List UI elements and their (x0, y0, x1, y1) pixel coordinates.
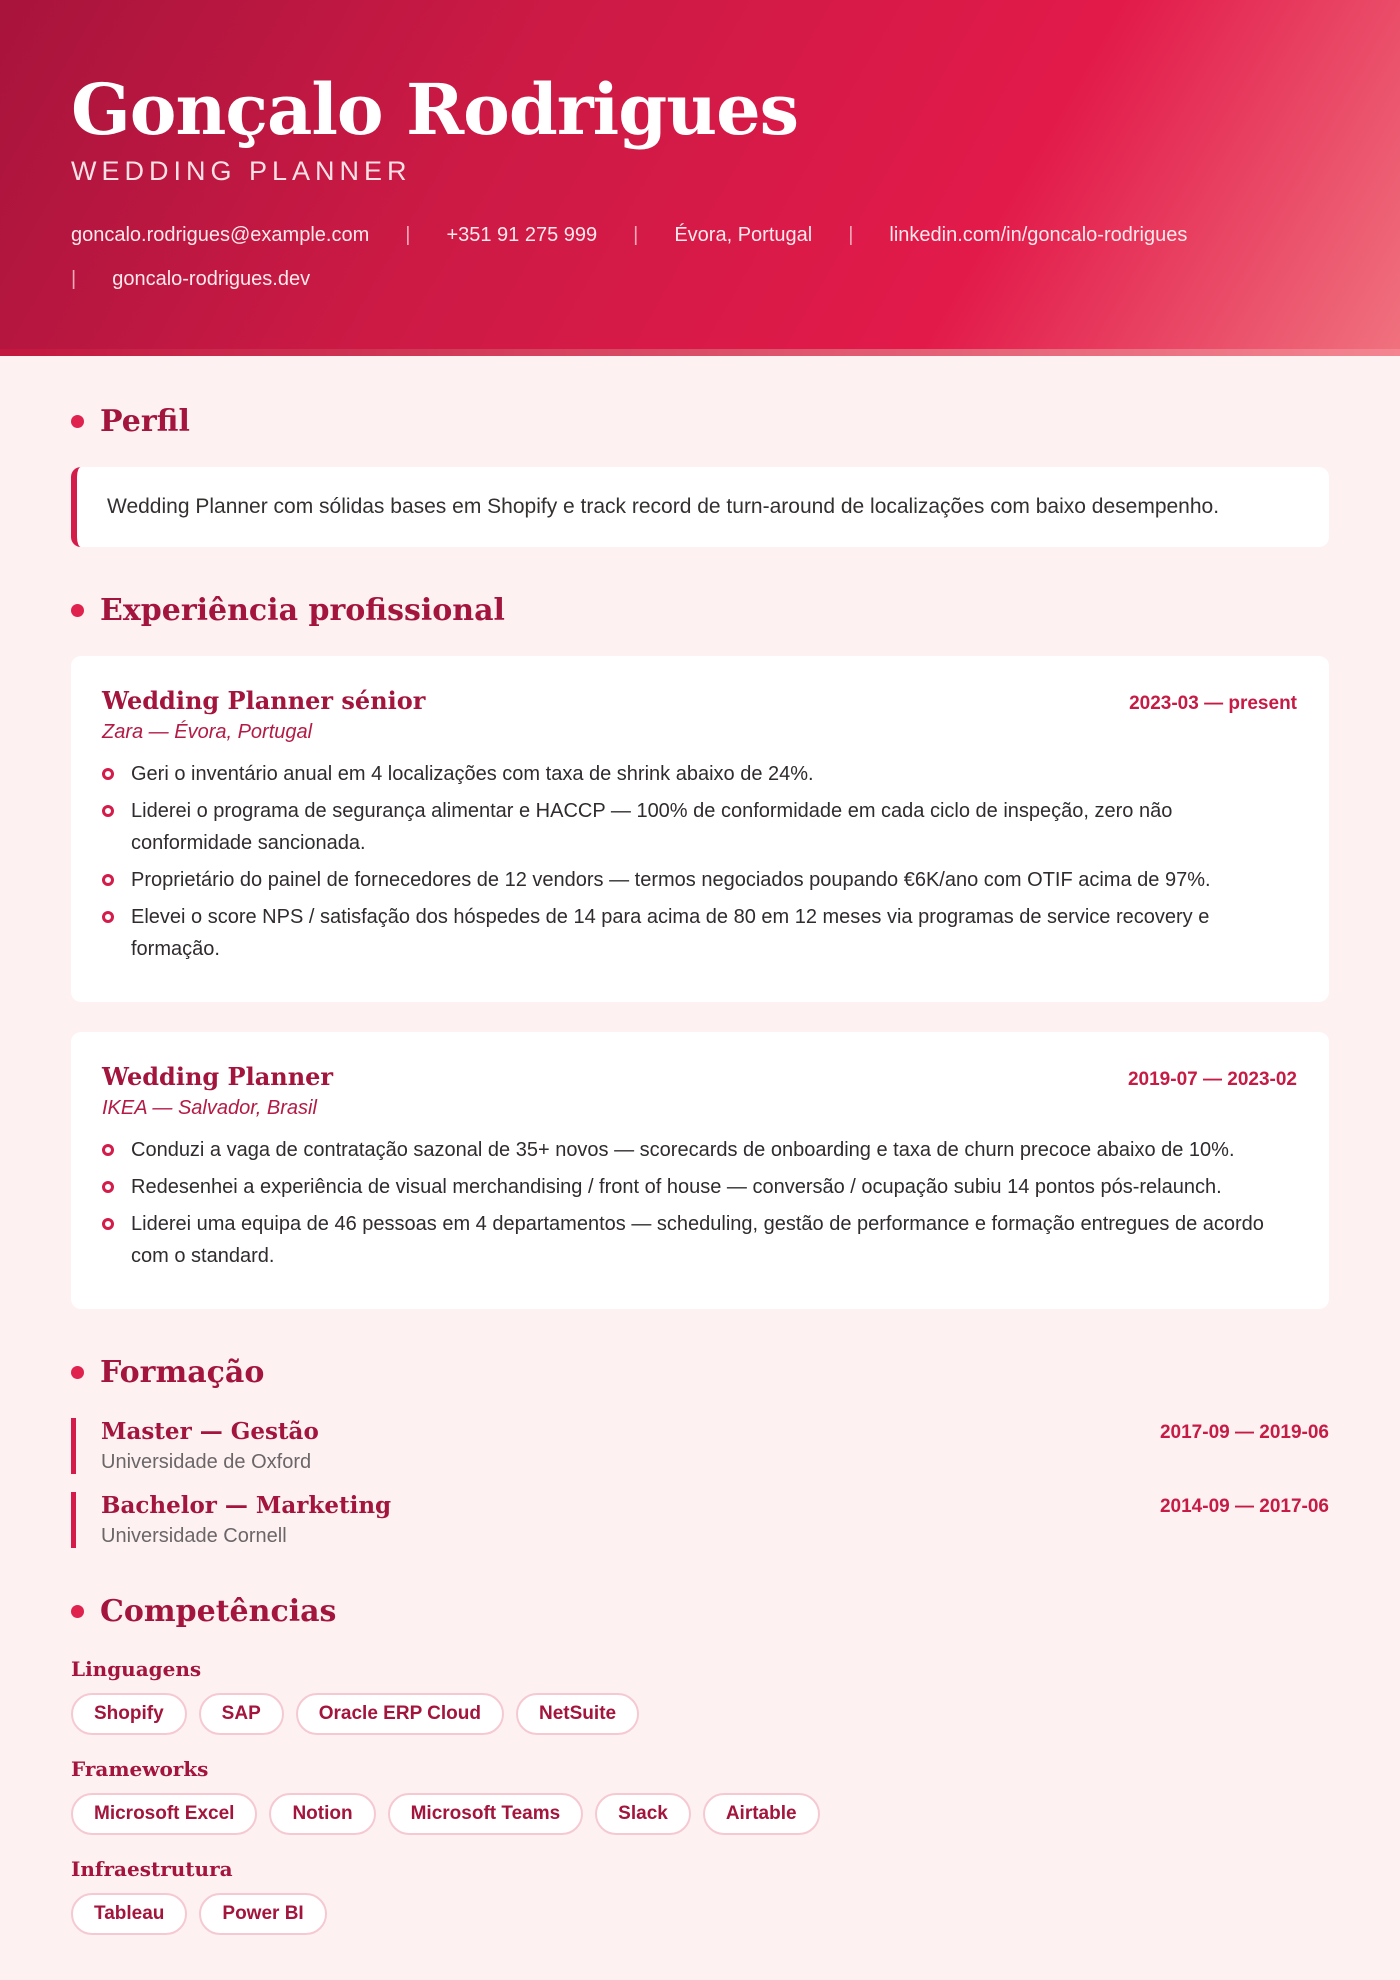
section-title-text: Perfil (100, 404, 190, 439)
section-bullet-icon (71, 415, 84, 428)
skill-chip: Slack (595, 1793, 691, 1835)
skill-chip: Shopify (71, 1693, 187, 1735)
skill-chips (71, 1793, 1329, 1835)
contact-linkedin[interactable] (889, 213, 1187, 257)
section-title-skills (71, 1594, 1329, 1629)
contact-location-text: Évora, Portugal (674, 224, 813, 246)
skill-chip: Airtable (703, 1793, 820, 1835)
job-entry (71, 656, 1329, 1002)
job-bullet: Elevei o score NPS / satisfação dos hóspedes de 14 para acima de 80 em 12 meses via programas de service recovery e formação. (102, 901, 1297, 965)
job-bullet: Proprietário do painel de fornecedores de 12 vendors — termos negociados poupando €6K/ano com OTIF acima de 97%. (102, 864, 1297, 896)
section-bullet-icon (71, 1366, 84, 1379)
profile-text: Wedding Planner com sólidas bases em Shopify e track record de turn-around de localizações com baixo desempenho. (107, 495, 1220, 518)
profile-summary (71, 467, 1329, 547)
job-bullet: Liderei uma equipa de 46 pessoas em 4 departamentos — scheduling, gestão de performance e formação entregues de acordo com o standard. (102, 1208, 1297, 1272)
contact-location (674, 213, 889, 257)
contact-phone[interactable] (446, 213, 674, 257)
skill-chip: Microsoft Excel (71, 1793, 257, 1835)
skill-group-infrastructure (71, 1857, 1329, 1935)
job-bullet: Conduzi a vaga de contratação sazonal de 35+ novos — scorecards de onboarding e taxa de churn precoce abaixo de 10%. (102, 1134, 1297, 1166)
section-bullet-icon (71, 1605, 84, 1618)
resume-body (0, 356, 1400, 1935)
school-name: Universidade Cornell (101, 1525, 287, 1547)
job-organization: IKEA — Salvador, Brasil (102, 1097, 317, 1119)
job-bullet: Geri o inventário anual em 4 localizações com taxa de shrink abaixo de 24%. (102, 758, 1297, 790)
job-bullet: Liderei o programa de segurança alimentar e HACCP — 100% de conformidade em cada ciclo de inspeção, zero não conformidade sancionada. (102, 795, 1297, 859)
job-title: Wedding Planner (102, 1062, 334, 1091)
skill-chip: SAP (199, 1693, 284, 1735)
job-bullet: Redesenhei a experiência de visual merchandising / front of house — conversão / ocupação subiu 14 pontos pós-relaunch. (102, 1171, 1297, 1203)
skill-group-label: Frameworks (71, 1757, 209, 1781)
degree-title: Bachelor — Marketing (101, 1492, 392, 1519)
contact-separator: | (405, 224, 411, 246)
contact-email-text[interactable]: goncalo.rodrigues@example.com (71, 224, 370, 246)
contact-separator: | (71, 268, 77, 290)
job-entry (71, 1032, 1329, 1309)
section-bullet-icon (71, 604, 84, 617)
job-dates: 2023-03 — present (1129, 693, 1297, 714)
skill-group-label: Linguagens (71, 1657, 202, 1681)
contact-list (71, 213, 1271, 301)
education-dates: 2017-09 — 2019-06 (1159, 1422, 1329, 1443)
candidate-role: WEDDING PLANNER (71, 156, 412, 186)
education-list (71, 1418, 1329, 1548)
candidate-name: Gonçalo Rodrigues (71, 68, 799, 151)
education-entry (71, 1418, 1329, 1474)
skill-group-frameworks (71, 1757, 1329, 1835)
contact-website[interactable] (71, 257, 310, 301)
contact-separator: | (633, 224, 639, 246)
job-title: Wedding Planner sénior (102, 686, 426, 715)
skill-chip: NetSuite (516, 1693, 639, 1735)
contact-website-link[interactable]: goncalo-rodrigues.dev (112, 268, 311, 290)
section-title-text: Experiência profissional (100, 593, 505, 628)
education-entry (71, 1492, 1329, 1548)
job-bullets (102, 758, 1297, 965)
job-organization: Zara — Évora, Portugal (102, 721, 313, 743)
skill-chip: Oracle ERP Cloud (296, 1693, 504, 1735)
job-dates: 2019-07 — 2023-02 (1127, 1069, 1297, 1090)
contact-separator: | (848, 224, 854, 246)
skill-chips (71, 1693, 1329, 1735)
skill-group-label: Infraestrutura (71, 1857, 233, 1881)
contact-phone-text[interactable]: +351 91 275 999 (446, 224, 598, 246)
skill-chips (71, 1893, 1329, 1935)
section-title-text: Competências (100, 1594, 337, 1629)
section-title-education (71, 1355, 1329, 1390)
contact-email[interactable] (71, 213, 446, 257)
contact-linkedin-link[interactable]: linkedin.com/in/goncalo-rodrigues (889, 224, 1188, 246)
education-dates: 2014-09 — 2017-06 (1159, 1496, 1329, 1517)
school-name: Universidade de Oxford (101, 1451, 312, 1473)
degree-title: Master — Gestão (101, 1418, 319, 1445)
section-title-experience (71, 593, 1329, 628)
skill-chip: Power BI (199, 1893, 326, 1935)
section-title-text: Formação (100, 1355, 265, 1390)
resume-header (0, 0, 1400, 356)
skill-group-languages (71, 1657, 1329, 1735)
skill-chip: Notion (269, 1793, 375, 1835)
job-bullets (102, 1134, 1297, 1272)
skill-chip: Microsoft Teams (388, 1793, 584, 1835)
section-title-profile (71, 404, 1329, 439)
skill-chip: Tableau (71, 1893, 187, 1935)
